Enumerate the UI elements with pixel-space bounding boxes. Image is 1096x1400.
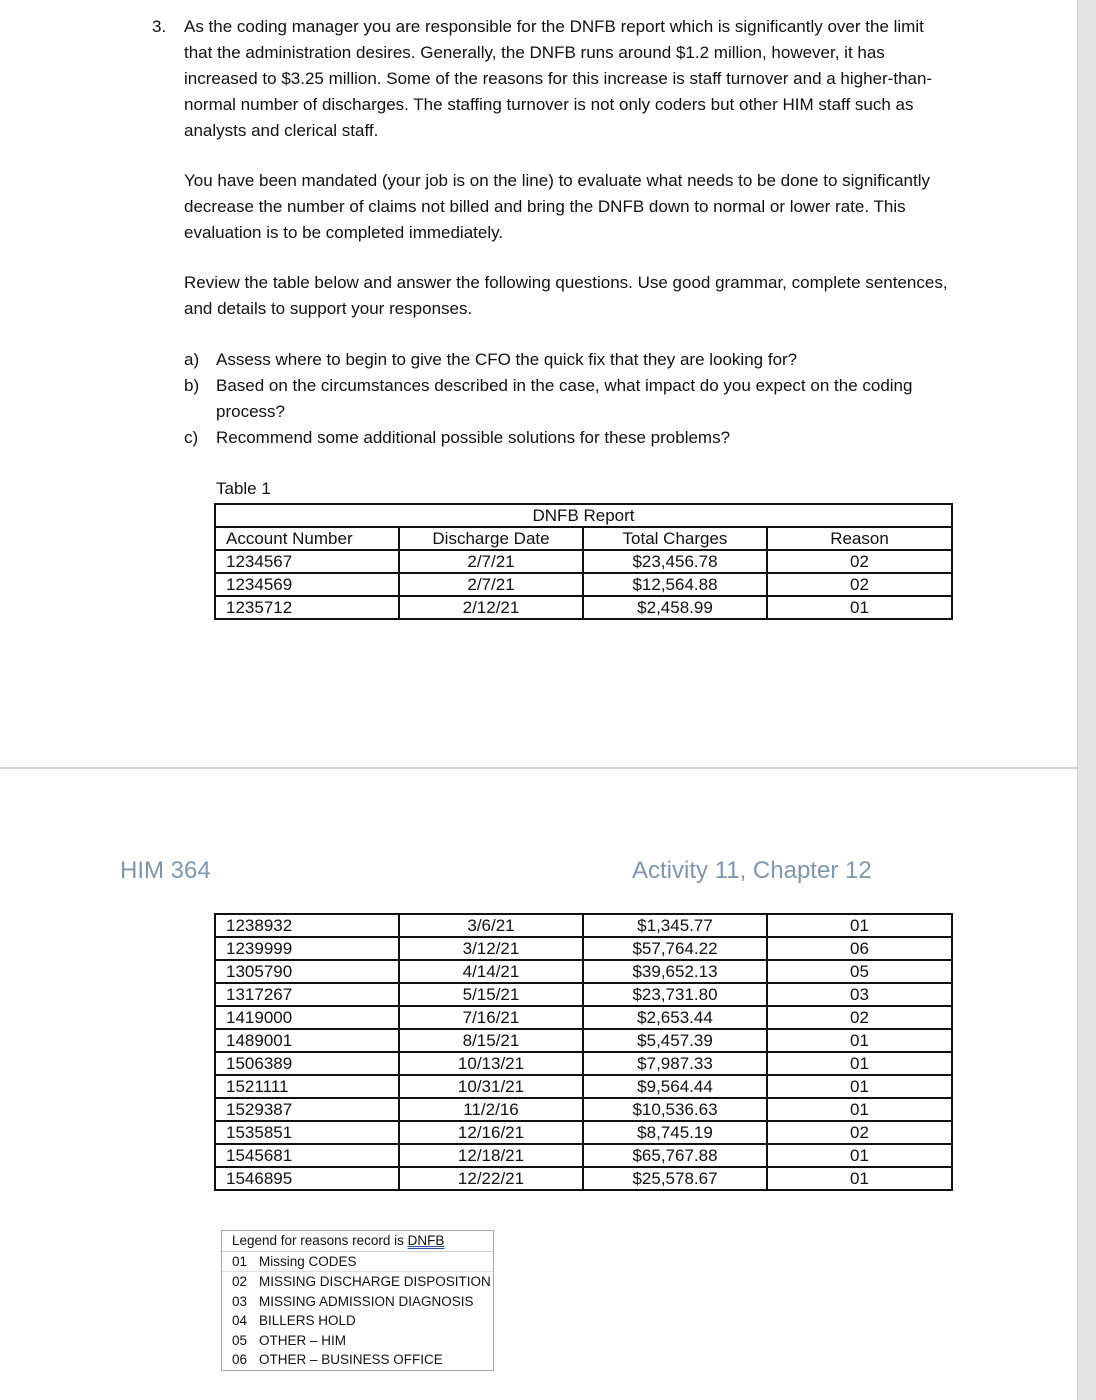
cell-total-charges: $25,578.67 xyxy=(583,1167,767,1190)
legend-code: 05 xyxy=(232,1332,248,1348)
table-header-row xyxy=(215,527,952,550)
cell-reason: 01 xyxy=(767,1167,952,1190)
cell-reason: 02 xyxy=(767,573,952,596)
table-row xyxy=(215,937,952,960)
legend-term: DNFB xyxy=(407,1233,445,1248)
legend-code: 03 xyxy=(232,1293,248,1309)
dnfb-report-table-continued xyxy=(214,913,953,1191)
cell-account: 1305790 xyxy=(215,960,399,983)
legend-text: OTHER – BUSINESS OFFICE xyxy=(259,1352,443,1367)
sub-question-list xyxy=(184,347,964,451)
question-number: 3. xyxy=(152,17,167,36)
sub-question-label: a) xyxy=(184,350,200,369)
cell-total-charges: $9,564.44 xyxy=(583,1075,767,1098)
cell-discharge-date: 12/16/21 xyxy=(399,1121,583,1144)
cell-discharge-date: 3/12/21 xyxy=(399,937,583,960)
legend-item xyxy=(222,1350,493,1370)
sub-question-text: Assess where to begin to give the CFO the quick fix that they are looking for? xyxy=(216,350,798,369)
legend-text: BILLERS HOLD xyxy=(259,1313,356,1328)
cell-reason: 01 xyxy=(767,596,952,619)
cell-reason: 03 xyxy=(767,983,952,1006)
cell-total-charges: $5,457.39 xyxy=(583,1029,767,1052)
sub-question-b xyxy=(184,373,964,425)
legend-text: OTHER – HIM xyxy=(259,1332,347,1348)
legend-text: MISSING ADMISSION DIAGNOSIS xyxy=(259,1293,474,1309)
cell-discharge-date: 2/12/21 xyxy=(399,596,583,619)
cell-discharge-date: 12/18/21 xyxy=(399,1144,583,1167)
cell-total-charges: $39,652.13 xyxy=(583,960,767,983)
cell-total-charges: $2,653.44 xyxy=(583,1006,767,1029)
cell-total-charges: $23,456.78 xyxy=(583,550,767,573)
cell-account: 1419000 xyxy=(215,1006,399,1029)
cell-reason: 01 xyxy=(767,1144,952,1167)
cell-discharge-date: 10/31/21 xyxy=(399,1075,583,1098)
cell-total-charges: $1,345.77 xyxy=(583,914,767,937)
table-row xyxy=(215,550,952,573)
column-header-total-charges: Total Charges xyxy=(583,527,767,550)
cell-reason: 01 xyxy=(767,914,952,937)
vertical-scrollbar[interactable] xyxy=(1077,0,1096,1400)
legend-code: 04 xyxy=(232,1313,248,1328)
report-title: DNFB Report xyxy=(215,504,952,527)
table-row xyxy=(215,960,952,983)
table-row xyxy=(215,1075,952,1098)
cell-total-charges: $2,458.99 xyxy=(583,596,767,619)
cell-total-charges: $57,764.22 xyxy=(583,937,767,960)
table-caption: Table 1 xyxy=(216,479,271,498)
cell-discharge-date: 2/7/21 xyxy=(399,550,583,573)
cell-account: 1506389 xyxy=(215,1052,399,1075)
cell-discharge-date: 2/7/21 xyxy=(399,573,583,596)
cell-discharge-date: 12/22/21 xyxy=(399,1167,583,1190)
cell-discharge-date: 7/16/21 xyxy=(399,1006,583,1029)
cell-account: 1234569 xyxy=(215,573,399,596)
cell-account: 1239999 xyxy=(215,937,399,960)
cell-account: 1521111 xyxy=(215,1075,399,1098)
cell-reason: 02 xyxy=(767,1006,952,1029)
cell-total-charges: $12,564.88 xyxy=(583,573,767,596)
page-header-activity: Activity 11, Chapter 12 xyxy=(632,857,872,884)
table-row xyxy=(215,1144,952,1167)
cell-account: 1234567 xyxy=(215,550,399,573)
table-row xyxy=(215,1006,952,1029)
page-break-divider xyxy=(0,767,1078,769)
cell-reason: 06 xyxy=(767,937,952,960)
cell-total-charges: $8,745.19 xyxy=(583,1121,767,1144)
cell-discharge-date: 4/14/21 xyxy=(399,960,583,983)
cell-reason: 01 xyxy=(767,1075,952,1098)
cell-account: 1529387 xyxy=(215,1098,399,1121)
cell-reason: 05 xyxy=(767,960,952,983)
table-row xyxy=(215,1029,952,1052)
cell-account: 1238932 xyxy=(215,914,399,937)
legend-item xyxy=(222,1331,493,1351)
cell-reason: 02 xyxy=(767,550,952,573)
legend-text: Missing CODES xyxy=(259,1253,357,1269)
table-row xyxy=(215,1098,952,1121)
cell-reason: 01 xyxy=(767,1029,952,1052)
table-row xyxy=(215,914,952,937)
legend-item xyxy=(222,1311,493,1331)
table-row xyxy=(215,1167,952,1190)
cell-reason: 02 xyxy=(767,1121,952,1144)
legend-item xyxy=(222,1292,493,1312)
cell-account: 1545681 xyxy=(215,1144,399,1167)
legend-item xyxy=(222,1252,493,1273)
column-header-reason: Reason xyxy=(767,527,952,550)
question-paragraph-3: Review the table below and answer the following questions. Use good grammar, complete sentences, and details to support your responses. xyxy=(184,273,948,318)
cell-account: 1235712 xyxy=(215,596,399,619)
cell-total-charges: $7,987.33 xyxy=(583,1052,767,1075)
cell-account: 1546895 xyxy=(215,1167,399,1190)
sub-question-label: b) xyxy=(184,376,200,395)
dnfb-report-table xyxy=(214,503,953,620)
cell-account: 1317267 xyxy=(215,983,399,1006)
cell-total-charges: $65,767.88 xyxy=(583,1144,767,1167)
table-row xyxy=(215,983,952,1006)
cell-discharge-date: 10/13/21 xyxy=(399,1052,583,1075)
cell-discharge-date: 5/15/21 xyxy=(399,983,583,1006)
cell-total-charges: $10,536.63 xyxy=(583,1098,767,1121)
sub-question-a xyxy=(184,347,964,373)
legend-item xyxy=(222,1272,493,1292)
legend-code: 06 xyxy=(232,1352,248,1367)
column-header-discharge-date: Discharge Date xyxy=(399,527,583,550)
sub-question-label: c) xyxy=(184,428,199,447)
cell-reason: 01 xyxy=(767,1052,952,1075)
table-row xyxy=(215,1052,952,1075)
cell-discharge-date: 3/6/21 xyxy=(399,914,583,937)
cell-reason: 01 xyxy=(767,1098,952,1121)
legend-text: MISSING DISCHARGE DISPOSITION xyxy=(259,1274,491,1289)
table-row xyxy=(215,573,952,596)
table-row xyxy=(215,1121,952,1144)
cell-discharge-date: 8/15/21 xyxy=(399,1029,583,1052)
sub-question-text: Recommend some additional possible solutions for these problems? xyxy=(216,428,731,447)
legend-title: Legend for reasons record is DNFB xyxy=(222,1231,493,1252)
page-header-course: HIM 364 xyxy=(120,857,211,884)
table-row xyxy=(215,596,952,619)
cell-account: 1535851 xyxy=(215,1121,399,1144)
question-paragraph-1: As the coding manager you are responsible for the DNFB report which is significantly over the limit that the administration desires. Generally, the DNFB runs around $1.2 million, however, it has increased to $3.25 million. Some of the reasons for this increase is staff turnover and a higher-than-normal number of discharges. The staffing turnover is not only coders but other HIM staff such as analysts and clerical staff. xyxy=(184,17,933,140)
reason-legend xyxy=(221,1230,494,1371)
column-header-account: Account Number xyxy=(215,527,399,550)
cell-discharge-date: 11/2/16 xyxy=(399,1098,583,1121)
sub-question-c xyxy=(184,425,964,451)
question-paragraph-2: You have been mandated (your job is on the line) to evaluate what needs to be done to significantly decrease the number of claims not billed and bring the DNFB down to normal or lower rate. This evaluation is to be completed immediately. xyxy=(184,171,930,242)
sub-question-text: Based on the circumstances described in the case, what impact do you expect on the coding process? xyxy=(216,376,913,421)
cell-account: 1489001 xyxy=(215,1029,399,1052)
legend-code: 02 xyxy=(232,1274,248,1289)
legend-code: 01 xyxy=(232,1253,248,1269)
cell-total-charges: $23,731.80 xyxy=(583,983,767,1006)
